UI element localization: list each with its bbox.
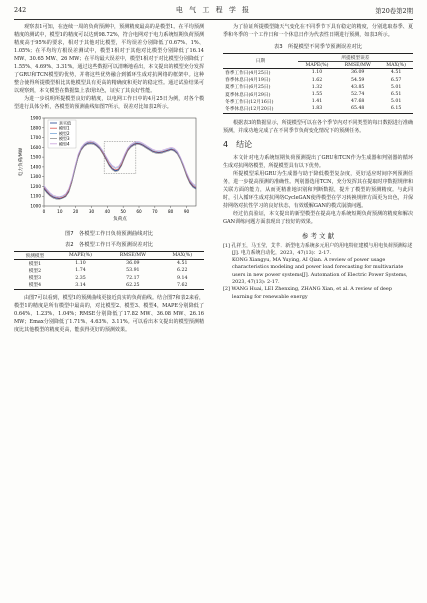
table-cell: 5.01 xyxy=(390,84,402,90)
table-cell: 模型3 xyxy=(28,276,42,282)
x-tick-label: 0 xyxy=(42,209,46,214)
x-tick-label: 50 xyxy=(120,209,126,214)
table-cell: 54.59 xyxy=(350,77,365,83)
table-cell: 1.32 xyxy=(311,84,323,90)
issue-label: 第20卷第2期 xyxy=(375,7,413,15)
table-cell: 模型4 xyxy=(28,283,42,289)
y-tick-label: 1800 xyxy=(30,125,41,131)
table3-header: MAX(%) xyxy=(386,62,406,68)
y-tick-label: 1000 xyxy=(30,203,41,209)
legend-label: 模型3 xyxy=(59,136,70,142)
table-cell: 1.10 xyxy=(311,70,323,76)
reference-item: [1] 孔祥玉，马玉莹，艾芊．新型电力系统多元用户的用电特征建模与用电负荷预测综述[J]. 电力系统自动化，2023，47(13)：2-17. xyxy=(223,242,413,256)
x-axis-label: 负荷点 xyxy=(113,217,127,222)
table-cell: 1.41 xyxy=(311,99,323,105)
table-cell: 夏季休息日(6月29日) xyxy=(225,92,271,98)
table-cell: 72.17 xyxy=(126,275,140,281)
table-cell: 夏季工作日(6月25日) xyxy=(225,85,271,91)
legend-label: 模型4 xyxy=(59,141,70,147)
reference-item: [2] WANG Huai, LEI Zhenxing, ZHANG Xian, et al. A review of deep learning for renewable energy xyxy=(223,286,392,300)
table-cell: 3.14 xyxy=(75,282,86,288)
references-title: 参 考 文 献 xyxy=(301,231,335,240)
y-tick-label: 1700 xyxy=(30,135,41,141)
table-row xyxy=(223,77,413,84)
table-row xyxy=(14,260,204,268)
y-tick-label: 1200 xyxy=(30,183,41,189)
table-row xyxy=(223,98,413,105)
left-paragraph-1: 观察表1可知，在连续一周的负荷预测中，预测精度最高的是模型1。在平均预测精度的测试中，模型1的精度可以达到98.72%，符合电网对于电力系统短期负荷预测精度高于95%的要求，相对于其他对比模型，平均误差分别降低了0.67%、1%、1.05%；在平均均方根误差测试中，模型1相对于其他对比模型分别降低了16.14 MW、30.65 MW、26 MW；在平均最大误差中，模型1相对于对比模型分别降低了1.55%、4.69%、3.31%。通过这些数据可以清晰地看出，本文提出的模型充分发挥了GRU和TCN模型的优势，并将这些优势融合到循环生成对抗网络的框架中。这种整合使得所提模型相比其他模型具有更高的精确度和更好的稳定性。通过试验结果可以观察到，本文模型在数据集上表现出色，证实了其良好性能。 xyxy=(14,24,204,94)
table-row xyxy=(14,282,204,290)
table-cell: 62.25 xyxy=(126,282,140,288)
table-cell: 1.74 xyxy=(75,268,86,274)
legend-label: 模型1 xyxy=(59,125,70,131)
table-cell: 6.51 xyxy=(390,92,402,98)
section-title: 4 结论 xyxy=(223,139,253,149)
legend-label: 模型2 xyxy=(59,130,70,136)
x-tick-label: 20 xyxy=(72,209,79,214)
right-paragraph-1: 为了验证所提模型随天气变化在不同季节下具有稳定的精度，分别选取春季、夏季和冬季的一个工作日和一个休息日作为代表性日期进行预测，如表3所示。 xyxy=(223,24,413,38)
journal-title: 电 气 工 程 学 报 xyxy=(175,6,252,14)
series-line-1 xyxy=(44,143,196,199)
page-header xyxy=(14,5,413,17)
table-cell: 1.55 xyxy=(311,92,323,98)
table-cell: 53.91 xyxy=(126,268,140,274)
table-cell: 春季休息日(4月19日) xyxy=(225,78,271,84)
x-tick-label: 40 xyxy=(104,209,111,214)
legend-label: 真实值 xyxy=(59,120,71,126)
y-tick-label: 1100 xyxy=(30,193,41,199)
table-cell: 1.83 xyxy=(311,106,323,112)
table-row xyxy=(223,84,413,91)
table2-header: MAPE(%) xyxy=(69,253,92,259)
table2-header-row xyxy=(14,252,204,260)
table-cell: 9.14 xyxy=(177,275,188,281)
table-cell: 47.68 xyxy=(350,99,365,105)
y-tick-label: 1600 xyxy=(30,144,41,150)
reference-item: KONG Xiangyu, MA Yuying, AI Qian. A review of power usage characteristics modeling and power load forecasting for multivariate users in new power systems[J]. Automation of Electric Power Systems, 2023, 47(13): 2-17. xyxy=(232,257,408,285)
table-3 xyxy=(223,53,413,114)
table-cell: 冬季休息日(12月20日) xyxy=(225,106,274,112)
load-forecast-chart xyxy=(14,114,204,226)
table-cell: 4.51 xyxy=(390,70,402,76)
table-cell: 7.62 xyxy=(177,282,188,288)
x-tick-label: 80 xyxy=(167,209,174,214)
table3-header: 日期 xyxy=(223,54,298,69)
x-tick-label: 60 xyxy=(136,209,142,214)
table-row xyxy=(14,275,204,282)
right-paragraph-5: 经过仿真验证，本文提出的新型模型在提高电力系统短期负荷预测的精度和解决GAN训练问题方面表现出了较好的效果。 xyxy=(223,210,413,225)
table-cell: 2.35 xyxy=(75,275,86,281)
x-tick-label: 90 xyxy=(183,209,190,214)
table3-header-row-1 xyxy=(223,54,413,62)
table-cell: 1.10 xyxy=(75,261,86,267)
table-cell: 4.51 xyxy=(177,261,188,267)
x-tick-label: 10 xyxy=(57,209,63,214)
series-line-4 xyxy=(44,144,196,199)
left-paragraph-3: 由图7可以看到，模型1的预测曲线更接近真实的负荷曲线。结合图7和表2来看，模型1的精度是所有模型中最高的，对比模型2、模型3、模型4，MAPE分别降低了0.64%、1.23%、1.04%；RMSE分别降低了17.82 MW、36.08 MW、26.16 MW；Emax分别降低了1.71%、4.63%、3.11%。可以看出本文提出的模型预测精度比其他模型的精度更高，能获得更好的预测效果。 xyxy=(14,294,204,333)
left-column xyxy=(14,23,204,334)
y-tick-label: 1400 xyxy=(30,164,41,170)
right-paragraph-2: 根据表3的数据显示，所提模型可以在各个季节内对不同类型的每日数据进行准确预测，并成功地完成了在不同季节负荷变化情况下的预测任务。 xyxy=(223,119,413,134)
table-cell: 1.62 xyxy=(311,77,323,83)
table2-header: MAX(%) xyxy=(172,253,193,259)
table2-caption: 表2 各模型工作日平均预测误差对比 xyxy=(64,242,154,248)
y-axis-label: 电力负荷/MW xyxy=(19,147,24,177)
table-2 xyxy=(14,251,204,290)
table-cell: 模型2 xyxy=(28,268,42,274)
table3-group-header: 所提模型误差 xyxy=(298,54,413,62)
y-tick-label: 1500 xyxy=(30,154,41,160)
table-cell: 模型1 xyxy=(28,261,42,267)
y-tick-label: 1300 xyxy=(30,174,41,180)
y-tick-label: 1900 xyxy=(30,115,41,121)
left-paragraph-2: 为进一步说明所提模型良好的精度，以电网工作日中的4月25日为例，对各个模型进行具体分析，各模型的预测曲线如图7所示，误差对比如表2所示。 xyxy=(14,96,204,110)
table-cell: 6.15 xyxy=(390,106,402,112)
table-cell: 春季工作日(4月25日) xyxy=(225,70,271,76)
right-paragraph-3: 本文针对电力系统短期负荷预测提出了GRU和TCN作为生成器和判别器的循环生成对抗网络模型，所提模型具有以下优势。 xyxy=(223,154,413,169)
right-column xyxy=(223,23,413,301)
table-row xyxy=(223,91,413,98)
table-cell: 冬季工作日(12月16日) xyxy=(225,99,274,105)
table-row xyxy=(223,105,413,113)
table-row xyxy=(14,267,204,274)
table2-header: RMSE/MW xyxy=(119,253,146,259)
x-tick-label: 70 xyxy=(152,209,158,214)
table2-header: 预测模型 xyxy=(25,253,45,259)
table-cell: 6.22 xyxy=(177,268,188,274)
table-cell: 5.01 xyxy=(390,99,402,105)
table3-header: RMSE/MW xyxy=(344,62,371,68)
table-cell: 52.74 xyxy=(350,92,365,98)
figure-caption: 图7 各模型工作日负荷预测曲线对比 xyxy=(64,231,154,237)
table-cell: 65.48 xyxy=(350,106,365,112)
header-rule xyxy=(14,19,413,20)
table-cell: 36.09 xyxy=(126,261,140,267)
chart-svg xyxy=(14,114,204,226)
right-paragraph-4: 所提模型采用GRU为生成器与助于降低模型复杂度，更好适应时间序列预测任务，进一步提高预测的准确性。判别器选用TCN，充分发挥其在提取时序数据规律和关联方面的能力，从而更精准地识别和判断数据，提升了模型的预测精度。与此同时，引入循环生成对抗网络CycleGAN使得模型在学习转换规律方面更为出色，并保持网络对抗性学习的良好状态，有效缓解GAN的模式崩溃问题。 xyxy=(223,170,413,209)
page-number: 242 xyxy=(14,6,27,14)
x-tick-label: 30 xyxy=(88,209,95,214)
table3-header: MAPE(%) xyxy=(305,62,329,68)
table-cell: 36.09 xyxy=(350,70,365,76)
table-cell: 6.57 xyxy=(390,77,402,83)
table3-caption: 表3 所提模型不同季节预测误差对比 xyxy=(273,44,363,50)
table-cell: 43.85 xyxy=(350,84,365,90)
table-row xyxy=(223,69,413,77)
